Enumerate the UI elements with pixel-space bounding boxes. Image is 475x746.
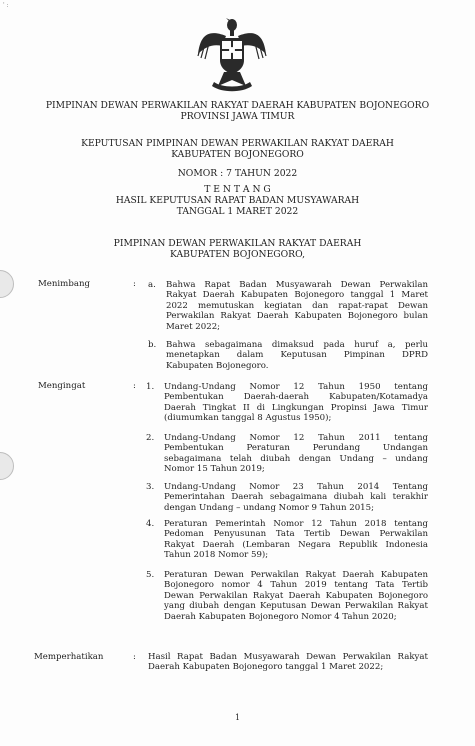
decree-title-line-2: KABUPATEN BOJONEGORO: [171, 149, 304, 160]
text-line: Nomor 15 Tahun 2019;: [164, 464, 265, 475]
text-line: Bahwa sebagaimana dimaksud pada huruf a, perlu: [166, 340, 428, 350]
text-line: menetapkan dalam Keputusan Pimpinan DPRD: [166, 350, 428, 361]
issuer-line-1: PIMPINAN DEWAN PERWAKILAN RAKYAT DAERAH: [113, 238, 362, 249]
menimbang-label: Menimbang: [38, 279, 90, 289]
text-line: Pembentukan Daerah-daerah Kabupaten/Kotamadya: [164, 392, 428, 403]
text-line: Undang-Undang Nomor 12 Tahun 1950 tentang: [164, 382, 428, 392]
text-line: Peraturan Pemerintah Nomor 12 Tahun 2018 tentang: [164, 519, 428, 529]
subject-line-2: TANGGAL 1 MARET 2022: [176, 206, 299, 217]
text-line: Pemerintahan Daerah sebagaimana diubah kali terakhir: [164, 492, 428, 503]
list-item: [146, 519, 428, 561]
institution-line-2: PROVINSI JAWA TIMUR: [180, 111, 295, 122]
text-line: Peraturan Dewan Perwakilan Rakyat Daerah Kabupaten: [164, 570, 428, 580]
text-line: Dewan Perwakilan Rakyat Daerah Kabupaten Bojonegoro: [164, 590, 428, 601]
mengingat-colon: :: [133, 381, 136, 391]
garuda-emblem-icon: [196, 16, 268, 94]
scan-mark: ' :: [3, 2, 9, 9]
list-item: [146, 570, 428, 622]
text-line: Perwakilan Rakyat Daerah Kabupaten Bojonegoro bulan: [166, 311, 428, 322]
text-line: Daerah Kabupaten Bojonegoro Nomor 4 Tahun 2020;: [164, 611, 397, 622]
text-line: (diumumkan tanggal 8 Agustus 1950);: [164, 413, 332, 424]
text-line: Rakyat Daerah Kabupaten Bojonegoro tanggal 1 Maret: [166, 290, 428, 301]
decree-number: NOMOR : 7 TAHUN 2022: [177, 168, 298, 179]
list-item: [146, 382, 428, 424]
text-line: Undang-Undang Nomor 23 Tahun 2014 Tentang: [164, 482, 428, 492]
institution-line-1: PIMPINAN DEWAN PERWAKILAN RAKYAT DAERAH KABUPATEN BOJONEGORO: [45, 100, 430, 111]
text-line: Hasil Rapat Badan Musyawarah Dewan Perwakilan Rakyat: [148, 652, 428, 662]
list-item: [148, 340, 428, 371]
text-line: Rakyat Daerah (Lembaran Negara Republik Indonesia: [164, 539, 428, 550]
text-line: Daerah Tingkat II di Lingkungan Propinsi Jawa Timur: [164, 402, 428, 413]
text-line: Kabupaten Bojonegoro.: [166, 360, 269, 371]
list-marker: 5.: [146, 570, 155, 580]
text-line: Maret 2022;: [166, 321, 221, 332]
text-line: Daerah Kabupaten Bojonegoro tanggal 1 Maret 2022;: [148, 662, 384, 673]
text-line: sebagaimana telah diubah dengan Undang – undang: [164, 453, 428, 464]
list-item: [146, 482, 428, 513]
issuer-line-2: KABUPATEN BOJONEGORO,: [169, 249, 305, 260]
text-line: Pembentukan Peraturan Perundang Undangan: [164, 443, 428, 454]
text-line: Undang-Undang Nomor 12 Tahun 2011 tentang: [164, 433, 428, 443]
binder-hole: [0, 452, 14, 480]
list-item: [148, 280, 428, 332]
decree-title-line-1: KEPUTUSAN PIMPINAN DEWAN PERWAKILAN RAKYAT DAERAH: [81, 138, 394, 149]
memperhatikan-label: Memperhatikan: [34, 652, 104, 662]
list-marker: 1.: [146, 382, 155, 392]
mengingat-label: Mengingat: [38, 381, 86, 391]
menimbang-colon: :: [133, 279, 136, 289]
list-marker: a.: [148, 280, 156, 290]
memperhatikan-text: [148, 652, 428, 673]
text-line: yang diubah dengan Keputusan Dewan Perwakilan Rakyat: [164, 601, 428, 612]
list-marker: 3.: [146, 482, 155, 492]
text-line: 2022 memutuskan kegiatan dan rapat-rapat Dewan: [166, 300, 428, 311]
list-item: [146, 433, 428, 475]
text-line: Pedoman Penyusunan Tata Tertib Dewan Perwakilan: [164, 529, 428, 540]
text-line: Bahwa Rapat Badan Musyawarah Dewan Perwakilan: [166, 280, 428, 290]
page-number: 1: [234, 713, 241, 722]
list-marker: 2.: [146, 433, 155, 443]
text-line: Bojonegoro nomor 4 Tahun 2019 tentang Tata Tertib: [164, 580, 428, 591]
memperhatikan-colon: :: [133, 652, 136, 662]
list-marker: 4.: [146, 519, 155, 529]
subject-line-1: HASIL KEPUTUSAN RAPAT BADAN MUSYAWARAH: [115, 195, 360, 206]
text-line: dengan Undang – undang Nomor 9 Tahun 2015;: [164, 502, 375, 513]
text-line: Tahun 2018 Nomor 59);: [164, 550, 269, 561]
binder-hole: [0, 270, 14, 298]
list-marker: b.: [148, 340, 157, 350]
about-heading: T E N T A N G: [204, 184, 271, 195]
